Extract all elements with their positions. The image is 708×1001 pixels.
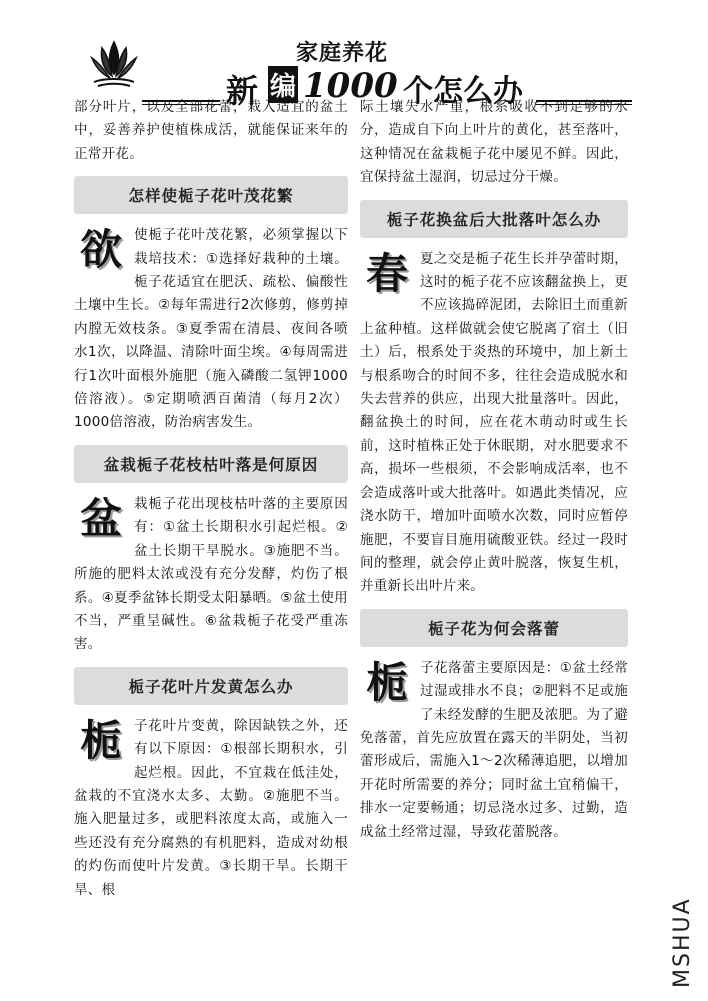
page-header [88, 28, 558, 110]
section-body-bud-drop [360, 657, 628, 844]
left-intro-paragraph: 部分叶片，以及全部花蕾，栽入适宜的盆土中，妥善养护使植株成活，就能保证来年的正常开花。 [74, 99, 348, 162]
section-paragraph: 使栀子花叶茂花繁，必须掌握以下栽培技术：①选择好栽种的土壤。栀子花适宜在肥沃、疏松、偏酸性土壤中生长。②每年需进行2次修剪，修剪掉内膛无效枝条。③夏季需在清晨、夜间各喷水1次，以降温、清除叶面尘埃。④每周需进行1次叶面根外施肥（施入磷酸二氢钾1000倍溶液）。⑤定期喷洒百菌清（每月2次）1000倍溶液，防治病害发生。 [74, 227, 348, 431]
drop-cap: 栀 [79, 715, 122, 765]
section-paragraph: 子花叶片变黄，除因缺铁之外，还有以下原因：①根部长期积水，引起烂根。因此，不宜栽在低洼处，盆栽的不宜浇水太多、太勤。②施肥不当。施入肥量过多，或肥料浓度太高，或施入一些还没有充分腐熟的有机肥料，造成对幼根的灼伤而使叶片发黄。③长期干旱。长期干旱、根 [74, 717, 348, 898]
section-title-repotting: 栀子花换盆后大批落叶怎么办 [360, 200, 628, 238]
drop-cap: 欲 [79, 225, 122, 275]
section-paragraph: 子花落蕾主要原因是：①盆土经常过湿或排水不良；②肥料不足或施了未经发酵的生肥及浓肥。为了避免落蕾，首先应放置在露天的半阴处，当初蕾形成后，需施入1～2次稀薄追肥，以增加开花时所需要的养分；同时盆土宜稍偏干，排水一定要畅通；切忌浇水过多、过勤，造成盆土经常过湿，导致花蕾脱落。 [360, 659, 628, 840]
section-body-leaves-flowers [74, 224, 348, 435]
lotus-icon [88, 38, 140, 90]
section-paragraph: 夏之交是栀子花生长并孕蕾时期，这时的栀子花不应该翻盆换上，更不应该捣碎泥团，去除旧土而重新上盆种植。这样做就会使它脱离了宿土（旧土）后，根系处于炎热的环境中，加上新土与根系吻合的时间不多，往往会造成脱水和失去营养的供应，出现大批量落叶。因此，翻盆换土的时间，应在花木萌动时或生长前，这时植株正处于休眠期，对水肥要求不高，损坏一些根须，不会影响成活率，也不会造成落叶或大批落叶。如遇此类情况，应浇水防干，增加叶面喷水次数，同时应暂停施肥，不要盲目施用硫酸亚铁。经过一段时间的整理，就会停止黄叶脱落，恢复生机，并重新长出叶片来。 [360, 250, 628, 595]
header-bian-char: 编 [268, 66, 298, 103]
header-subtitle: 家庭养花 [296, 40, 389, 66]
section-paragraph: 栽栀子花出现枝枯叶落的主要原因有：①盆土长期积水引起烂根。②盆土长期干旱脱水。③施肥不当。所施的肥料太浓或没有充分发酵，灼伤了根系。④夏季盆钵长期受太阳暴晒。⑤盆土使用不当，严重呈碱性。⑥盆栽栀子花受严重冻害。 [74, 495, 348, 653]
drop-cap: 栀 [365, 657, 408, 707]
watermark [668, 888, 698, 988]
section-body-repotting [360, 248, 628, 599]
section-body-dry-branches [74, 493, 348, 657]
section-title-leaves-flowers: 怎样使栀子花叶茂花繁 [74, 176, 348, 214]
section-title-dry-branches: 盆栽栀子花枝枯叶落是何原因 [74, 445, 348, 483]
drop-cap: 春 [365, 248, 408, 298]
section-title-yellow-leaves: 栀子花叶片发黄怎么办 [74, 667, 348, 705]
left-column [74, 96, 348, 902]
right-column [360, 96, 628, 844]
header-new-char: 新 [226, 72, 259, 110]
right-intro-paragraph: 际土壤失水严重，根系吸收不到足够的水分，造成自下向上叶片的黄化，甚至落叶，这种情况在盆栽栀子花中屡见不鲜。因此，宜保持盆土湿润，切忌过分干燥。 [360, 99, 628, 186]
section-title-bud-drop: 栀子花为何会落蕾 [360, 609, 628, 647]
drop-cap: 盆 [79, 493, 122, 543]
header-number: 1000 [303, 66, 398, 106]
section-body-yellow-leaves [74, 715, 348, 902]
watermark-text: MSHUA [670, 897, 695, 988]
header-title-tail: 个怎么办 [403, 74, 523, 109]
